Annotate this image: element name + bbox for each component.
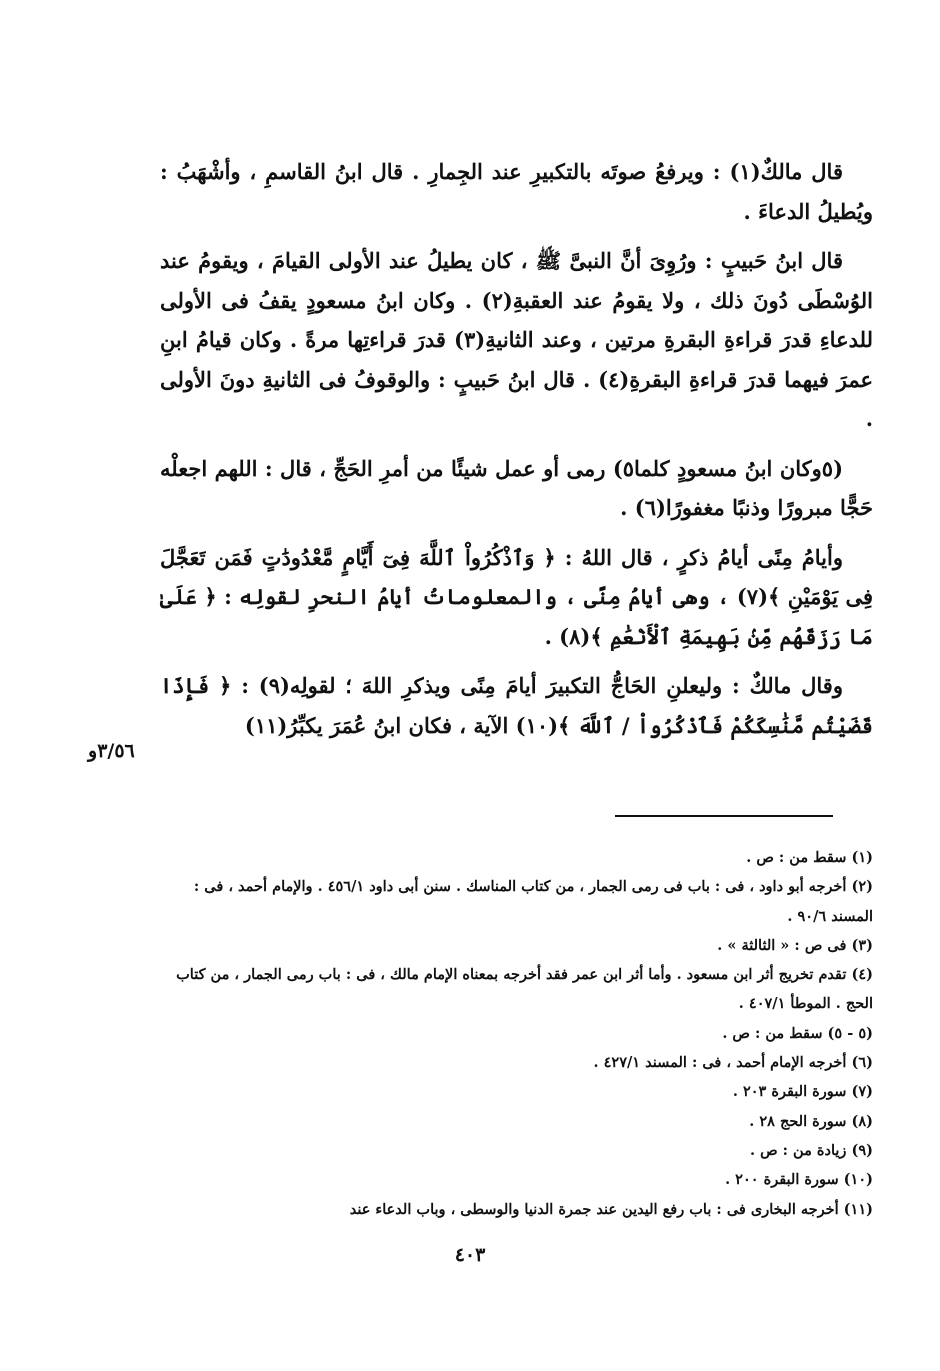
manuscript-folio-note: ٣/٥٦و <box>88 740 135 762</box>
paragraph-5: وقال مالكٌ : وليعلنِ الحَاجُّ التكبيرَ أيامَ مِنًى ويذكرِ اللهَ ؛ لقولِه(٩) : ﴿ فَإِذَا قَضَيْتُم مَّنَٰسِكَكُمْ فَٱذْكُرُواْ / ٱللَّهَ ﴾(١٠) الآية ، فكان ابنُ عُمَرَ يكبِّرُ(١١) <box>160 673 873 738</box>
footnote-5: (٥ - ٥) سقط من : ص . <box>722 1024 873 1042</box>
paragraph-2: قال ابنُ حَبيبٍ : ورُوِىَ أنَّ النبىَّ ﷺ ، كان يطيلُ عند الأولى القيامَ ، ويقومُ عند الوُسْطَى دُونَ ذلك ، ولا يقومُ عند العقبةِ(٢) . وكان ابنُ مسعودٍ يقفُ فى الأولى للدعاءِ قدرَ قراءةِ البقرةِ مرتين ، وعند الثانيةِ(٣) قدرَ قراءتِها مرةً . وكان قيامُ ابنِ عمرَ فيهما قدرَ قراءةِ البقرةِ(٤) . قال ابنُ حَبيبٍ : والوقوفُ فى الثانيةِ دونَ الأولى . <box>160 248 874 431</box>
footnote-11: (١١) أخرجه البخارى فى : باب رفع اليدين عند جمرة الدنيا والوسطى ، وباب الدعاء عند <box>349 1200 873 1218</box>
main-text <box>160 152 873 755</box>
footnote-6: (٦) أخرجه الإمام أحمد ، فى : المسند ٤٢٧/١ . <box>593 1054 873 1072</box>
paragraph-4: وأيامُ مِنًى أيامُ ذكرٍ ، قال اللهُ : ﴿ وَٱذْكُرُواْ ٱللَّهَ فِىٓ أَيَّامٍ مَّعْدُودَٰتٍ فَمَن تَعَجَّلَ فِى يَوْمَيْنِ ﴾(٧) ، وهى أيامُ مِنًى ، والمعلوماتُ أيامُ النحرِ لقولِه : ﴿ عَلَىٰ مَا رَزَقَهُم مِّنۢ بَهِيمَةِ ٱلْأَنْعَٰمِ ﴾(٨) . <box>160 544 873 649</box>
page-number: ٤٠٣ <box>454 1244 486 1266</box>
footnote-3: (٣) فى ص : « الثالثة » . <box>717 936 873 954</box>
footnote-divider <box>615 815 833 817</box>
paragraph-3: (٥وكان ابنُ مسعودٍ كلما٥) رمى أو عمل شيئًا من أمرِ الحَجِّ ، قال : اللهم اجعلْه حَجًّا مبرورًا وذنبًا مغفورًا(٦) . <box>160 455 873 520</box>
footnote-1: (١) سقط من : ص . <box>746 849 873 866</box>
footnote-7: (٧) سورة البقرة ٢٠٣ . <box>732 1083 873 1101</box>
footnote-8: (٨) سورة الحج ٢٨ . <box>749 1112 873 1130</box>
paragraph-1: قال مالكٌ(١) : ويرفعُ صوتَه بالتكبيرِ عند الجِمارِ . قال ابنُ القاسمِ ، وأشْهَبُ : ويُطيلُ الدعاءَ . <box>160 159 873 224</box>
footnote-9: (٩) زيادة من : ص . <box>749 1141 873 1159</box>
footnote-4: (٤) تقدم تخريج أثر ابن مسعود . وأما أثر ابن عمر فقد أخرجه بمعناه الإمام مالك ، فى : باب رمى الجمار ، من كتاب الحج . الموطأ ٤٠٧/١ . <box>176 966 873 1013</box>
footnote-2: (٢) أخرجه أبو داود ، فى : باب فى رمى الجمار ، من كتاب المناسك . سنن أبى داود ٤٥٦/١ . والإمام أحمد ، فى : المسند ٩٠/٦ . <box>193 878 873 925</box>
footnotes-list <box>160 843 873 1224</box>
footnote-10: (١٠) سورة البقرة ٢٠٠ . <box>725 1171 873 1189</box>
